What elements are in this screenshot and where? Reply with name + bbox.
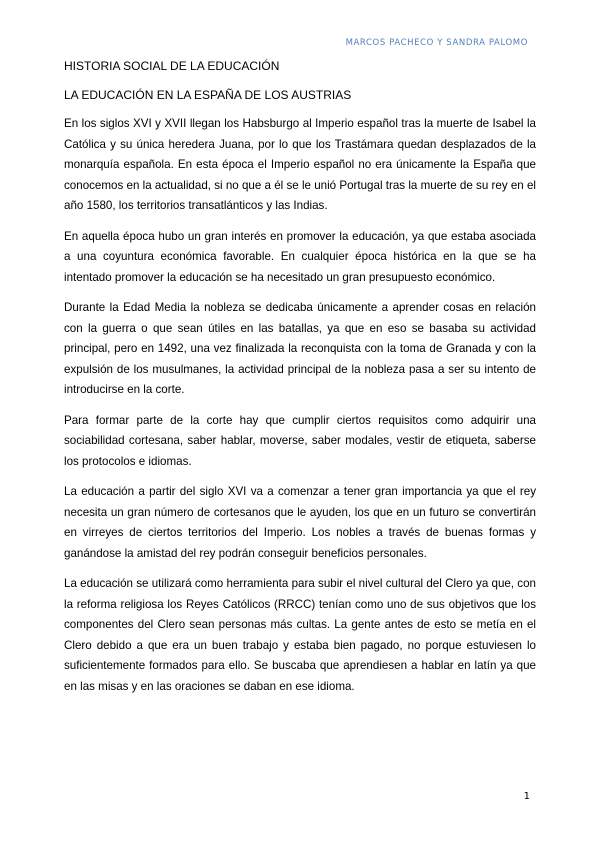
paragraph: La educación a partir del siglo XVI va a comenzar a tener gran importancia ya que el rey necesita un gran número de cortesanos que le ayuden, los que en un futuro se convertirán en virreyes de ciertos territorios del Imperio. Los nobles a través de buenas formas y ganándose la amistad del rey podrán conseguir beneficios personales. <box>64 485 536 560</box>
paragraph: Para formar parte de la corte hay que cumplir ciertos requisitos como adquirir una sociabilidad cortesana, saber hablar, moverse, saber modales, vestir de etiqueta, saberse los protocolos e idiomas. <box>64 413 536 468</box>
document-body <box>64 58 536 707</box>
paragraph: La educación se utilizará como herramienta para subir el nivel cultural del Clero ya que, con la reforma religiosa los Reyes Católicos (RRCC) tenían como uno de sus objetivos que los componentes del Clero sean personas más cultas. La gente antes de esto se metía en el Clero debido a que era un buen trabajo y estaba bien pagado, no porque estuviesen lo suficientemente formados para ello. Se buscaba que aprendiesen a hablar en latín ya que en las misas y en las oraciones se daban en ese idioma. <box>64 577 536 693</box>
paragraph: Durante la Edad Media la nobleza se dedicaba únicamente a aprender cosas en relación con la guerra o que sean útiles en las batallas, ya que en eso se basaba su actividad principal, pero en 1492, una vez finalizada la reconquista con la toma de Granada y con la expulsión de los musulmanes, la actividad principal de la nobleza pasa a ser su intento de introducirse en la corte. <box>64 301 536 396</box>
document-subtitle: LA EDUCACIÓN EN LA ESPAÑA DE LOS AUSTRIAS <box>64 88 352 102</box>
paragraph: En los siglos XVI y XVII llegan los Habsburgo al Imperio español tras la muerte de Isabel la Católica y su única heredera Juana, por lo que los Trastámara quedan desplazados de la monarquía española. En esta época el Imperio español no era únicamente la España que conocemos en la actualidad, si no que a él se le unió Portugal tras la muerte de su rey en el año 1580, los territorios transatlánticos y las Indias. <box>64 117 536 212</box>
document-title: HISTORIA SOCIAL DE LA EDUCACIÓN <box>64 59 280 73</box>
paragraph: En aquella época hubo un gran interés en promover la educación, ya que estaba asociada a una coyuntura económica favorable. En cualquier época histórica en la que se ha intentado promover la educación se ha necesitado un gran presupuesto económico. <box>64 229 536 284</box>
page-number: 1 <box>523 791 530 802</box>
header-author: MARCOS PACHECO Y SANDRA PALOMO <box>345 38 528 48</box>
